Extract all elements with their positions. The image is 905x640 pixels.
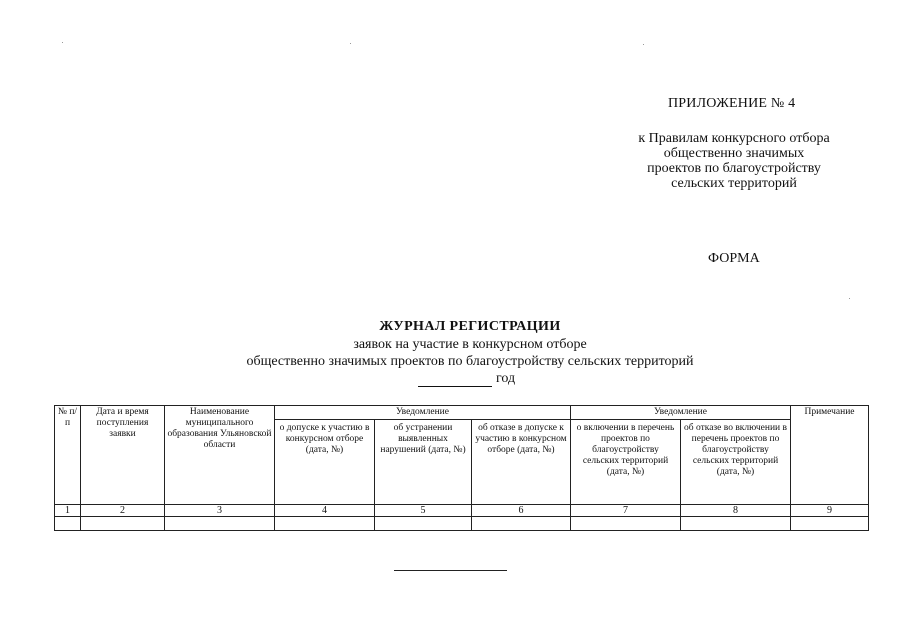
empty-cell [275,517,375,531]
header-num: № п/п [55,406,81,505]
document-subtitle-1: заявок на участие в конкурсном отборе [353,337,587,352]
subheader-admit: о допуске к участию в конкурсном отборе (дата, №) [275,420,375,505]
column-number: 4 [275,505,375,517]
empty-cell [472,517,571,531]
appendix-line: сельских территорий [671,176,797,191]
appendix-line: общественно значимых [663,146,805,161]
empty-entry-row [55,517,869,531]
column-number: 1 [55,505,81,517]
header-date: Дата и время поступления заявки [81,406,165,505]
empty-cell [55,517,81,531]
appendix-line: к Правилам конкурсного отбора [638,131,830,146]
appendix-line: проектов по благоустройству [647,161,821,176]
column-number: 8 [681,505,791,517]
subheader-exclude: об отказе во включении в перечень проектов по благоустройству сельских территорий (дата, №) [681,420,791,505]
year-suffix: год [496,371,516,386]
subheader-fix: об устранении выявленных нарушений (дата, №) [375,420,472,505]
scan-speck [350,43,351,44]
closing-rule [394,570,507,571]
registration-table [54,405,869,531]
subheader-refuse: об отказе в допуске к участию в конкурсном отборе (дата, №) [472,420,571,505]
column-number: 9 [791,505,869,517]
scan-speck [62,42,63,43]
empty-cell [375,517,472,531]
column-number: 2 [81,505,165,517]
empty-cell [571,517,681,531]
empty-cell [165,517,275,531]
column-number: 6 [472,505,571,517]
column-number: 3 [165,505,275,517]
header-remark: Примечание [791,406,869,505]
subheader-include: о включении в перечень проектов по благоустройству сельских территорий (дата, №) [571,420,681,505]
column-number: 5 [375,505,472,517]
appendix-title: ПРИЛОЖЕНИЕ № 4 [668,96,796,111]
header-row [55,406,869,420]
scan-speck [849,298,850,299]
header-municipality: Наименование муниципального образования Ульяновской области [165,406,275,505]
empty-cell [681,517,791,531]
empty-cell [791,517,869,531]
year-blank-field [418,372,492,387]
document-subtitle-2: общественно значимых проектов по благоустройству сельских территорий [246,354,694,369]
empty-cell [81,517,165,531]
header-notice-group-2: Уведомление [571,406,791,420]
column-number: 7 [571,505,681,517]
scan-speck [643,44,644,45]
document-title: ЖУРНАЛ РЕГИСТРАЦИИ [379,319,561,334]
header-notice-group-1: Уведомление [275,406,571,420]
form-label: ФОРМА [708,251,760,266]
year-line [418,371,515,387]
column-number-row [55,505,869,517]
appendix-caption [600,131,868,191]
